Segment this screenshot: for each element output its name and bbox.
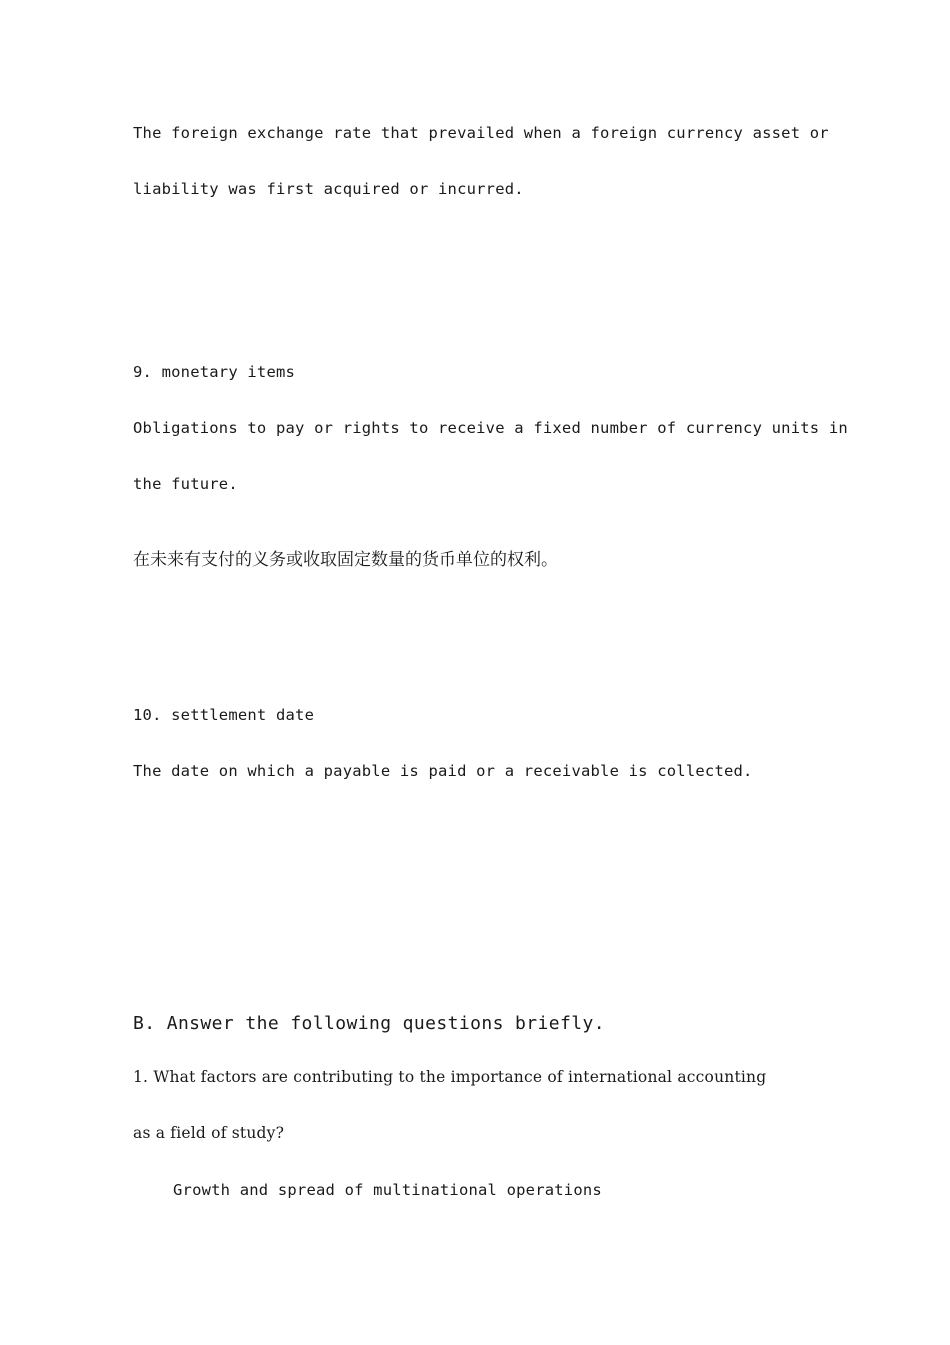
term-10-definition: The date on which a payable is paid or a receivable is collected. bbox=[133, 762, 753, 780]
term-10-title: 10. settlement date bbox=[133, 706, 315, 724]
term-9-title: 9. monetary items bbox=[133, 363, 296, 381]
term-9-definition-line-2: the future. bbox=[133, 475, 238, 493]
question-1-line-2: as a field of study? bbox=[133, 1124, 285, 1142]
term-9-definition-line-1: Obligations to pay or rights to receive a fixed number of currency units in bbox=[133, 419, 848, 437]
definition-8-line-2: liability was first acquired or incurred. bbox=[133, 180, 524, 198]
definition-8-line-1: The foreign exchange rate that prevailed when a foreign currency asset or bbox=[133, 124, 829, 142]
question-1-line-1: 1. What factors are contributing to the importance of international accounting bbox=[133, 1068, 767, 1086]
term-9-chinese-translation: 在未来有支付的义务或收取固定数量的货币单位的权利。 bbox=[133, 550, 558, 570]
answer-1-line-1: Growth and spread of multinational operations bbox=[173, 1181, 602, 1199]
section-b-heading: B. Answer the following questions briefly. bbox=[133, 1013, 605, 1034]
